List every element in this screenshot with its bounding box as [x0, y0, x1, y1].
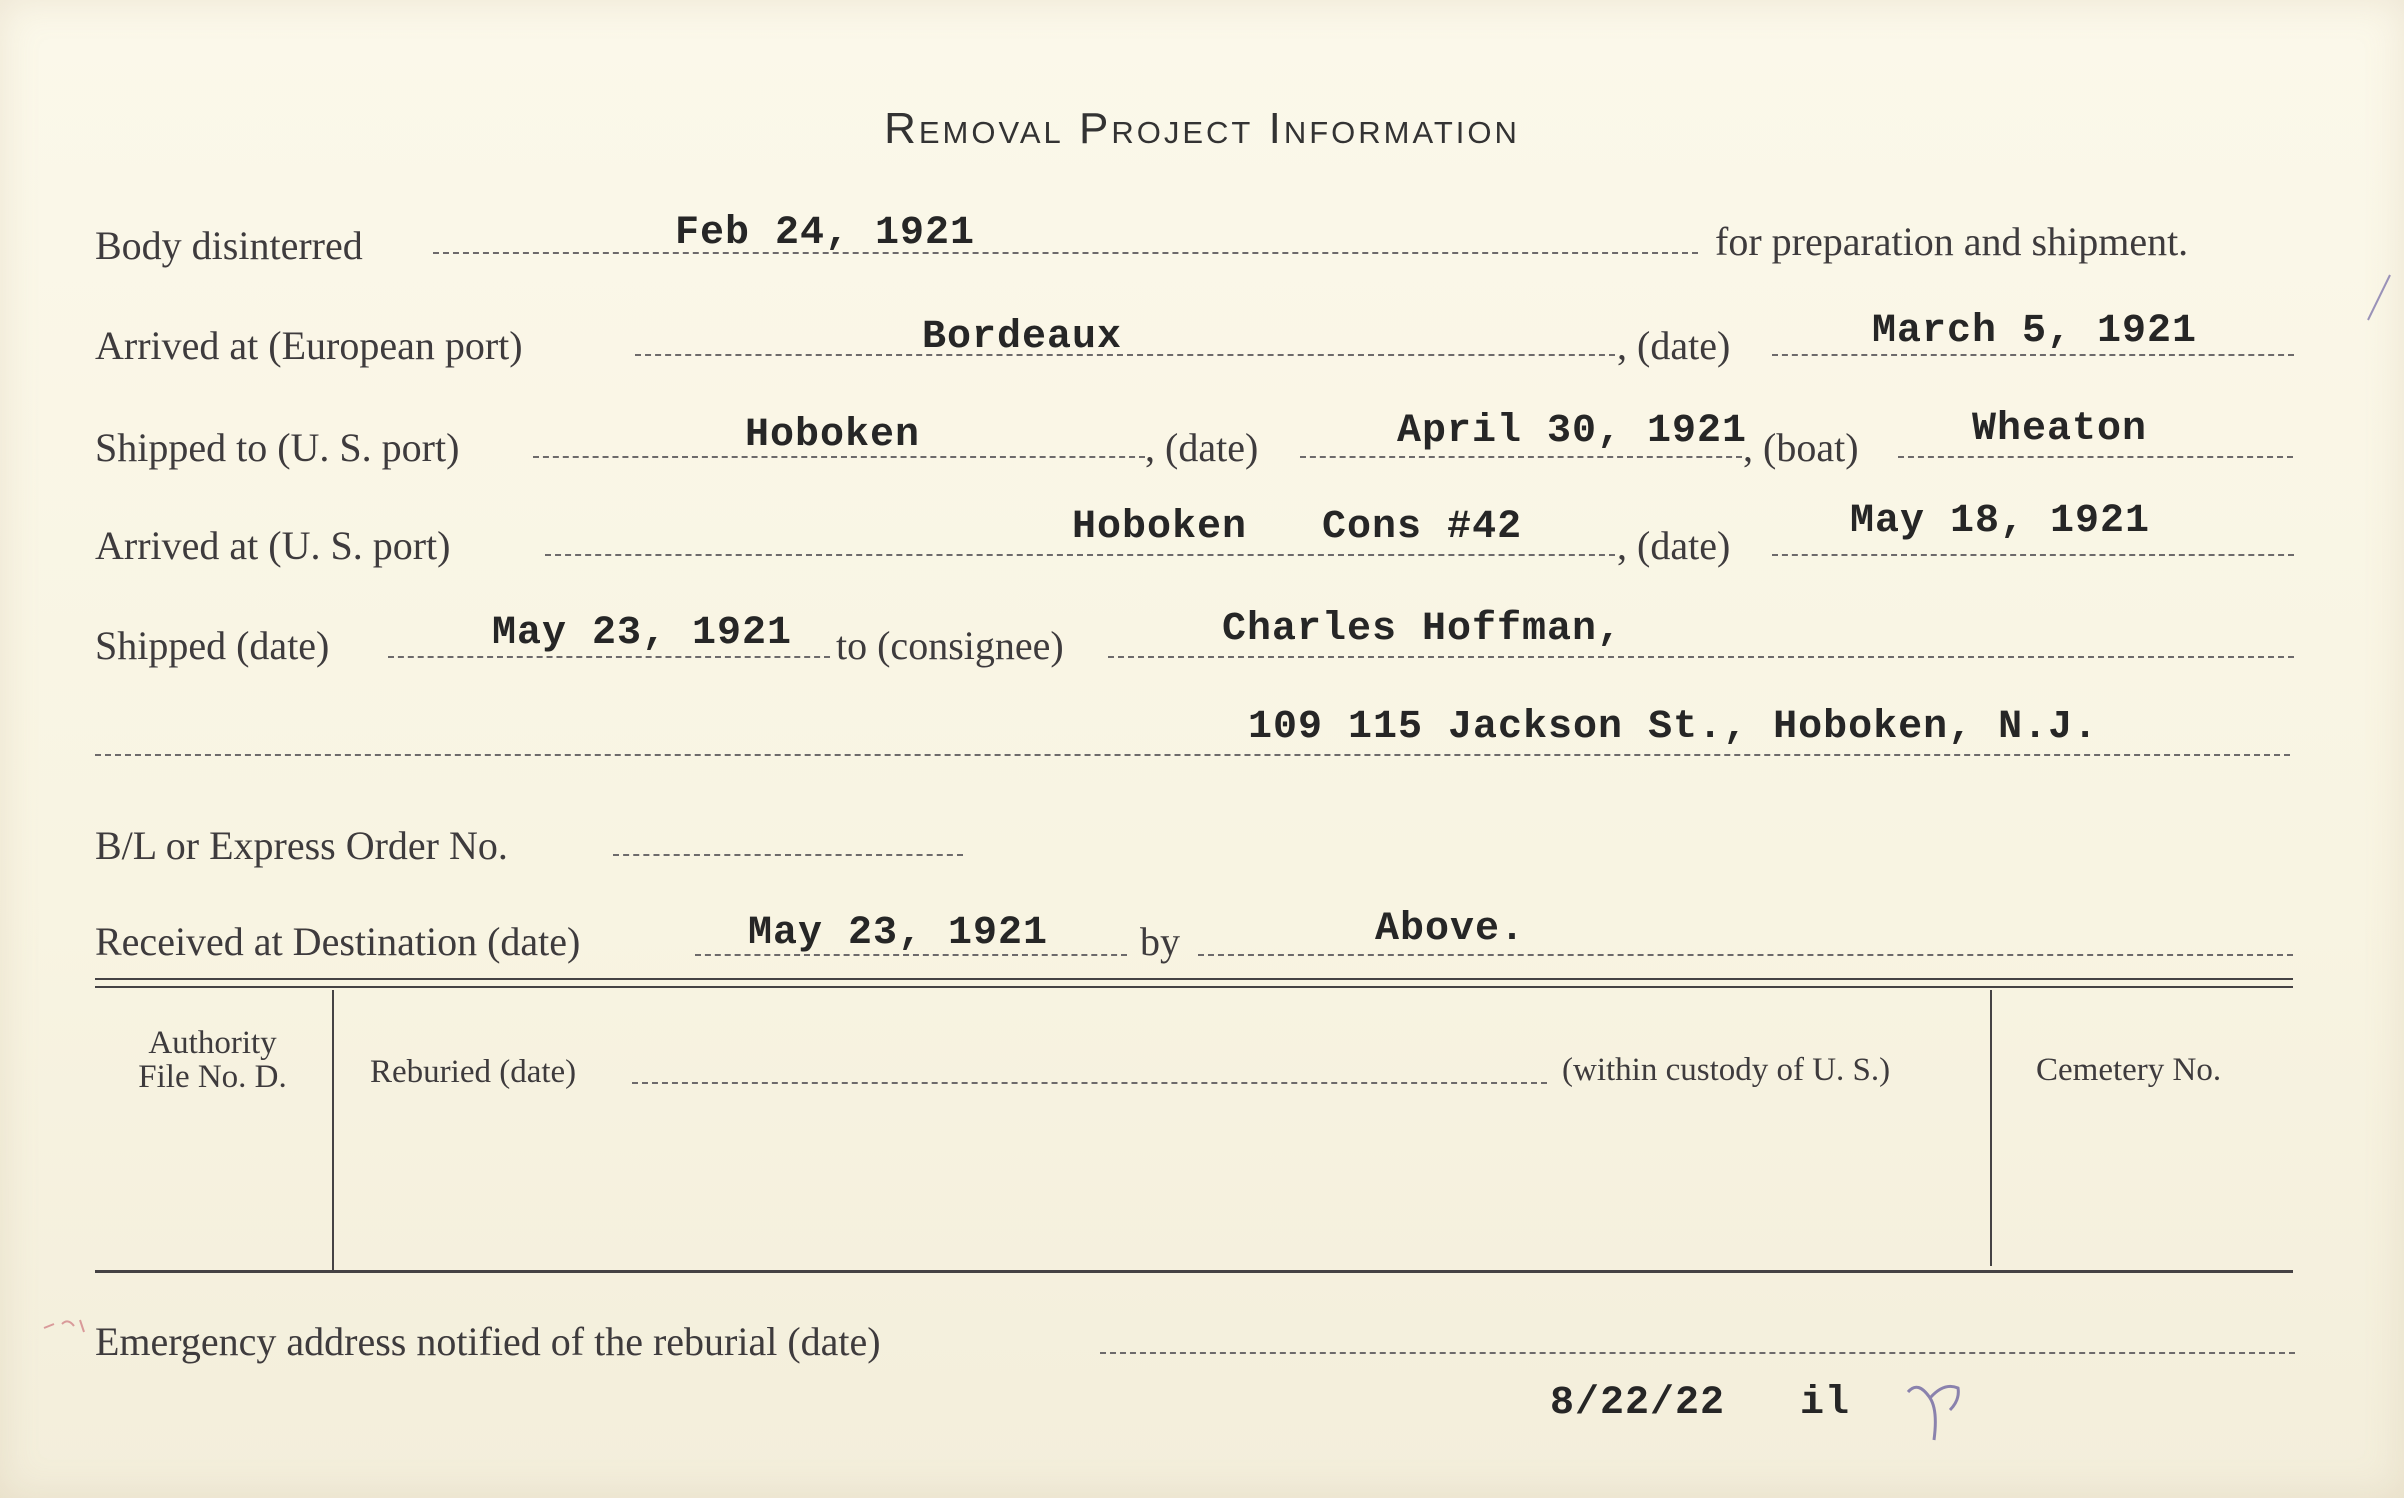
reburied-date-line: [632, 1082, 1547, 1084]
shipped-date-label: Shipped (date): [95, 623, 330, 668]
table-top-rule-2: [95, 986, 2293, 988]
received-by-value: Above.: [1375, 907, 1526, 952]
table-divider-right: [1990, 990, 1992, 1266]
preparation-shipment-text: for preparation and shipment.: [1715, 219, 2189, 264]
boat-label: , (boat): [1743, 425, 1859, 470]
table-bottom-rule: [95, 1270, 2293, 1273]
us-port-shipped-date-value: April 30, 1921: [1397, 409, 1748, 454]
card-title: [0, 104, 2404, 154]
margin-pencil-mark: [2360, 270, 2400, 330]
shipped-date-line: [388, 656, 830, 658]
body-disinterred-label: Body disinterred: [95, 223, 363, 268]
european-port-date-value: March 5, 1921: [1872, 309, 2198, 354]
bl-order-label: B/L or Express Order No.: [95, 823, 508, 868]
handwritten-initial-mark: [1900, 1370, 1970, 1450]
consignee-address-line: [95, 754, 2290, 756]
boat-value: Wheaton: [1972, 407, 2148, 452]
us-port-arrived-date-label: , (date): [1617, 523, 1731, 568]
card-title-text: Removal Project Information: [884, 104, 1520, 153]
body-disinterred-value: Feb 24, 1921: [675, 211, 976, 256]
boat-line: [1898, 456, 2293, 458]
received-destination-label: Received at Destination (date): [95, 919, 581, 964]
clerk-initials: il: [1800, 1381, 1851, 1426]
us-port-arrived-value: Hoboken Cons #42: [1072, 505, 1523, 550]
consignee-line: [1108, 656, 2294, 658]
authority-file-label: [95, 1026, 330, 1094]
body-disinterred-line: [433, 252, 1698, 254]
us-port-shipped-label: Shipped to (U. S. port): [95, 425, 460, 470]
emergency-address-line: [1100, 1352, 2295, 1354]
us-port-shipped-date-label: , (date): [1145, 425, 1259, 470]
us-port-shipped-date-line: [1300, 456, 1742, 458]
margin-red-mark: [40, 1310, 100, 1340]
authority-label: Authority: [148, 1025, 277, 1061]
consignee-label: to (consignee): [836, 623, 1064, 668]
cemetery-no-label: Cemetery No.: [2036, 1052, 2222, 1088]
custody-label: (within custody of U. S.): [1562, 1052, 1891, 1088]
european-port-date-line: [1772, 354, 2294, 356]
table-divider-left: [332, 990, 334, 1270]
us-port-shipped-value: Hoboken: [745, 413, 921, 458]
emergency-address-label: Emergency address notified of the reburial (date): [95, 1319, 881, 1364]
us-port-arrived-date-value: May 18, 1921: [1850, 499, 2151, 544]
us-port-arrived-label: Arrived at (U. S. port): [95, 523, 451, 568]
us-port-arrived-date-line: [1772, 554, 2294, 556]
bl-order-line: [613, 854, 963, 856]
shipped-date-value: May 23, 1921: [492, 611, 793, 656]
european-port-value: Bordeaux: [922, 315, 1123, 360]
received-by-line: [1198, 954, 2293, 956]
received-by-label: by: [1140, 919, 1180, 964]
consignee-address-value: 109 115 Jackson St., Hoboken, N.J.: [1248, 705, 2099, 750]
reburied-date-label: Reburied (date): [370, 1054, 577, 1090]
european-port-line: [635, 354, 1615, 356]
european-port-date-label: , (date): [1617, 323, 1731, 368]
us-port-arrived-line: [545, 554, 1615, 556]
date-stamp: 8/22/22: [1550, 1381, 1726, 1426]
consignee-value: Charles Hoffman,: [1222, 607, 1623, 652]
received-destination-value: May 23, 1921: [748, 911, 1049, 956]
file-no-label: File No. D.: [138, 1059, 287, 1095]
table-top-rule-1: [95, 978, 2293, 980]
european-port-label: Arrived at (European port): [95, 323, 523, 368]
